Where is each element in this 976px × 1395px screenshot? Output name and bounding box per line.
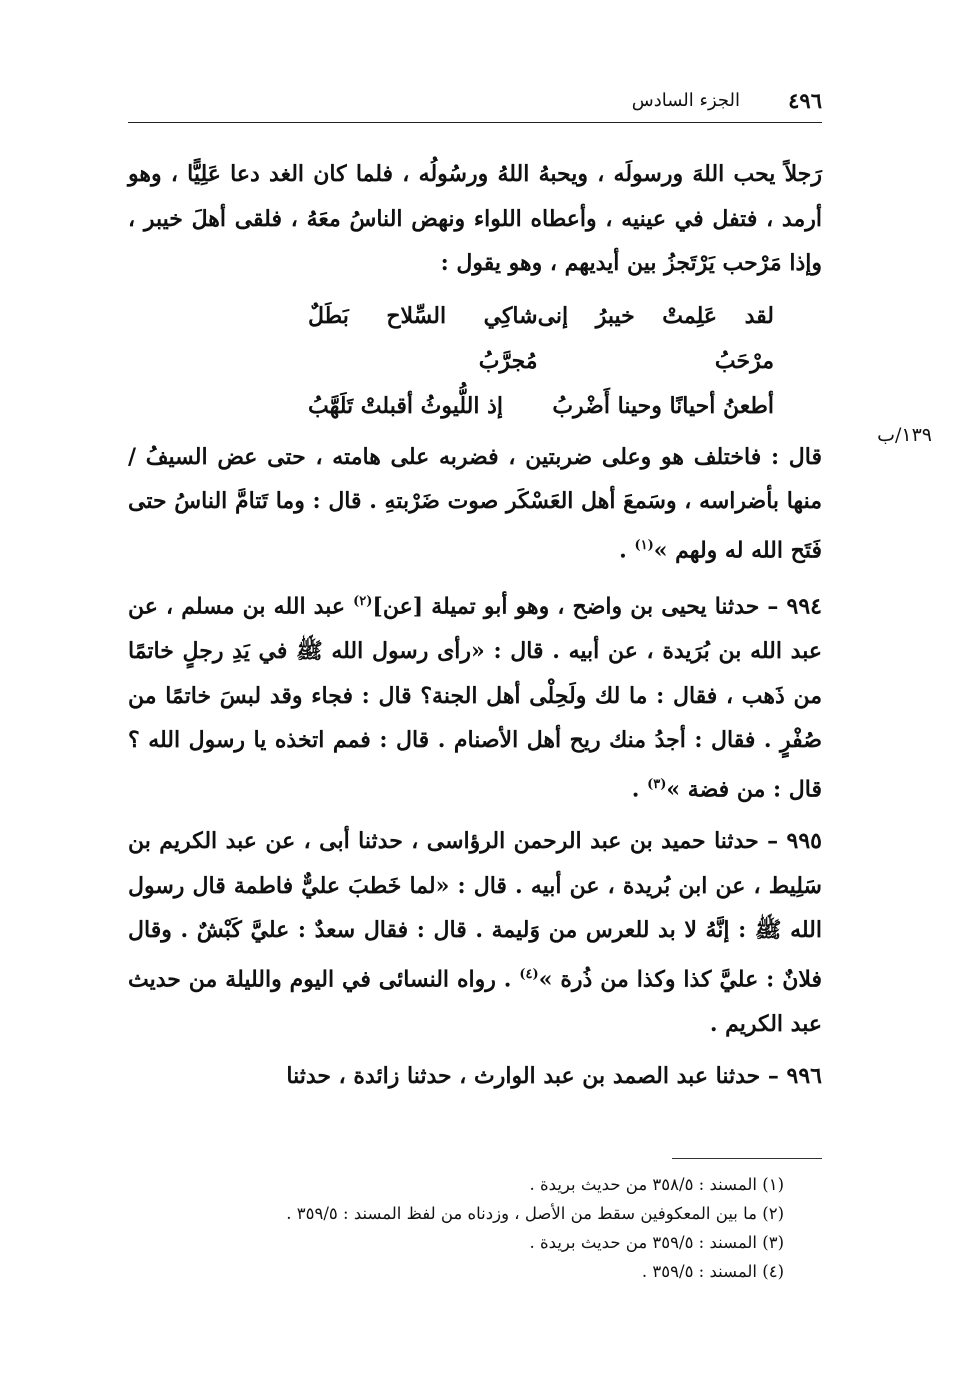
hadith-994 [128, 580, 822, 811]
poem-verse-2 [128, 384, 822, 429]
footnote-divider [672, 1158, 822, 1159]
paragraph-2 [128, 435, 822, 573]
hemistich-second: إذ اللُّيوثُ أقبلتْ تَلَهَّبُ [308, 392, 504, 419]
hadith-994-text-b: عبد الله بن مسلم ، عن عبد الله بن بُرَيدة ، عن أبيه . قال : «رأى رسول الله ﷺ في يَدِ رجلٍ خاتمًا من ذَهب ، فقال : ما لك ولَحِلْى أهل الجنة؟ قال : فجاء وقد لبسَ خاتمًا من صُفْرٍ . فقال : أجدُ منك ريح أهل الأصنام . قال : فمم اتخذه يا رسول الله ؟ قال : من فضة » [128, 593, 822, 802]
footnote-ref-1: (١) [634, 537, 654, 553]
manuscript-folio-note: ١٣٩/ب [877, 424, 932, 446]
footnote-ref-3: (٣) [647, 776, 667, 792]
hadith-994-end: . [631, 775, 648, 802]
footnote-ref-2: (٢) [353, 594, 373, 610]
hadith-996: ٩٩٦ – حدثنا عبد الصمد بن عبد الوارث ، حدثنا زائدة ، حدثنا [286, 1063, 822, 1090]
page-header [128, 86, 822, 123]
hadith-995 [128, 819, 822, 1046]
hemistich-first: أطعنُ أحيانًا وحينا أَضْربُ [552, 392, 774, 419]
hadith-994-text-a: ٩٩٤ – حدثنا يحيى بن واضح ، وهو أبو تميلة [عن] [372, 593, 822, 620]
hemistich-second: شاكِي السِّلاح بَطَلٌ مُجرَّبُ [308, 302, 538, 374]
running-title: الجزء السادس [631, 90, 740, 111]
page-number: ٤٩٦ [788, 88, 822, 113]
main-text [128, 152, 822, 1107]
footnote-1: (١) المسند : ٣٥٨/٥ من حديث بريدة . [529, 1175, 784, 1194]
paragraph-1: رَجلاً يحب اللهَ ورسولَه ، ويحبهُ اللهُ ورسُولُه ، فلما كان الغد دعا عَلِيًّا ، وهو أرمد ، فتفل في عينيه ، وأعطاه اللواء ونهض الناسُ معَهُ ، فلقى أهلَ خيبر ، وإذا مَرْحب يَرْتَجزُ بين أيديهم ، وهو يقول : [128, 161, 822, 276]
poem [128, 294, 822, 429]
footnote-ref-4: (٤) [519, 966, 539, 982]
hadith-995-text-a: ٩٩٥ – حدثنا حميد بن عبد الرحمن الرؤاسى ، حدثنا أبى ، عن عبد الكريم بن سَلِيط ، عن ابن بُريدة ، عن أبيه . قال : «لما خَطبَ عليٌّ فاطمة قال رسول الله ﷺ : إنَّهُ لا بد للعرس من وَليمة . قال : فقال سعدٌ : عليَّ كَبْشٌ . وقال فلانٌ : عليَّ كذا وكذا من ذُرة » [128, 828, 823, 993]
paragraph-2-text: قال : فاختلف هو وعلى ضربتين ، فضربه على هامته ، حتى عض السيفُ / منها بأضراسه ، وسَمعَ أهل العَسْكَر صوت ضَرْبتهِ . قال : وما تَتامَّ الناسُ حتى فَتَح الله له ولهم » [128, 443, 822, 563]
paragraph-2-end: . [619, 536, 635, 563]
footnote-2: (٢) ما بين المعكوفين سقط من الأصل ، وزدناه من لفظ المسند : ٣٥٩/٥ . [286, 1204, 784, 1223]
hadith-995-text-b: . رواه النسائى في اليوم والليلة من حديث عبد الكريم . [128, 966, 822, 1037]
footnotes [128, 1170, 784, 1286]
hemistich-first: لقد عَلِمتْ خيبرُ إنى مرْحَبُ [537, 302, 774, 374]
footnote-4: (٤) المسند : ٣٥٩/٥ . [641, 1262, 784, 1281]
poem-verse-1 [128, 294, 822, 384]
footnote-3: (٣) المسند : ٣٥٩/٥ من حديث بريدة . [529, 1233, 784, 1252]
